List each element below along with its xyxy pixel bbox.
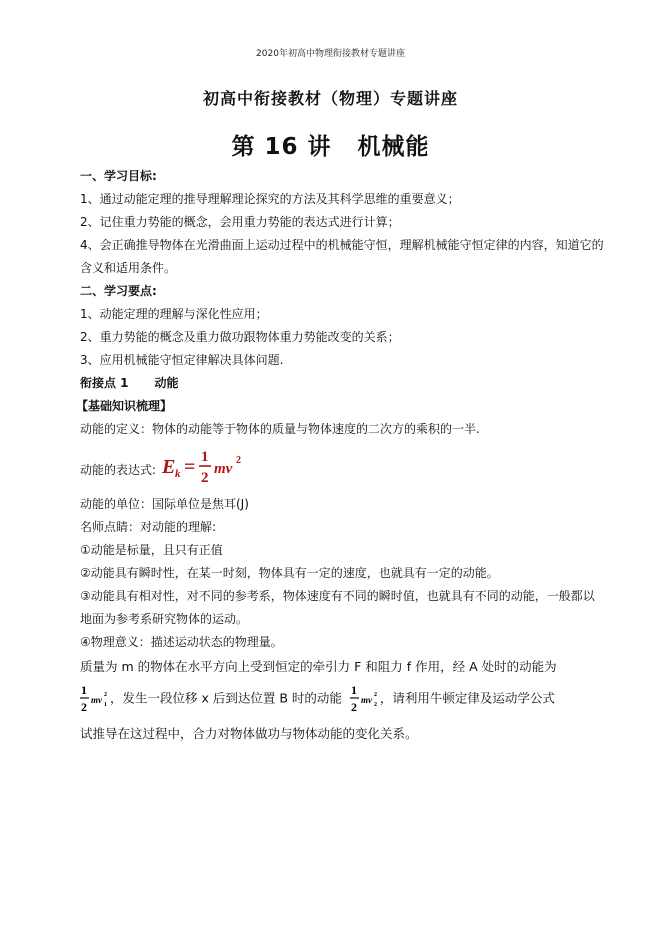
formula-label: 动能的表达式: — [80, 463, 157, 477]
series-title: 初高中衔接教材（物理）专题讲座 — [202, 89, 458, 108]
definition-line: 动能的定义：物体的动能等于物体的质量与物体速度的二次方的乘积的一半. — [80, 422, 480, 436]
tip-item: ③动能具有相对性，对不同的参考系，物体速度有不同的瞬时值，也就具有不同的动能，一般都以 — [80, 589, 595, 603]
section2-item: 1、动能定理的理解与深化性应用； — [80, 307, 268, 321]
frac1-numerator: 1 — [81, 683, 87, 697]
lecture-number: 第 16 讲 — [231, 134, 332, 160]
formula-symbol: E — [162, 456, 176, 478]
frac2-denominator: 2 — [350, 700, 357, 714]
point-name: 动能 — [154, 376, 179, 390]
formula-denominator: 2 — [201, 470, 209, 486]
section2-item: 3、应用机械能守恒定律解决具体问题. — [80, 353, 284, 367]
initial-kinetic-energy-fraction — [80, 682, 110, 716]
section1-item: 含义和适用条件。 — [80, 261, 177, 275]
formula-numerator: 1 — [201, 449, 209, 465]
formula-subscript: k — [175, 468, 181, 480]
unit-line: 动能的单位：国际单位是焦耳(J) — [80, 497, 249, 511]
lecture-topic: 机械能 — [357, 134, 430, 160]
tip-item: ①动能是标量，且只有正值 — [80, 543, 223, 557]
knowledge-subheading: 【基础知识梳理】 — [76, 399, 173, 413]
problem-line2b: ，请利用牛顿定律及运动学公式 — [379, 690, 555, 706]
section1-item: 2、记住重力势能的概念，会用重力势能的表达式进行计算； — [80, 215, 400, 229]
section1-item: 1、通过动能定理的推导理解理论探究的方法及其科学思维的重要意义； — [80, 192, 460, 206]
lecture-title — [0, 128, 661, 161]
formula-term: mv — [214, 461, 233, 477]
point-label: 衔接点 1 — [80, 376, 129, 390]
problem-line3: 试推导在这过程中，合力对物体做功与物体动能的变化关系。 — [80, 726, 418, 741]
problem-line1: 质量为 m 的物体在水平方向上受到恒定的牵引力 F 和阻力 f 作用，经 A 处时的动能为 — [80, 659, 557, 674]
section1-heading: 一、学习目标: — [80, 169, 157, 183]
frac1-denominator: 2 — [81, 700, 87, 714]
tip-item: ②动能具有瞬时性，在某一时刻，物体具有一定的速度，也就具有一定的动能。 — [80, 566, 499, 580]
section2-item: 2、重力势能的概念及重力做功跟物体重力势能改变的关系； — [80, 330, 400, 344]
tip-item: 地面为参考系研究物体的运动。 — [80, 612, 249, 626]
formula-power: 2 — [236, 455, 241, 466]
point-heading — [80, 375, 179, 391]
problem-line2 — [80, 682, 555, 716]
frac2-power: 2 — [373, 692, 377, 698]
running-header: 2020年初高中物理衔接教材专题讲座 — [256, 49, 405, 59]
frac2-numerator: 1 — [350, 683, 357, 697]
frac1-term: mv — [91, 695, 102, 705]
tips-heading: 名师点睛：对动能的理解: — [80, 520, 217, 534]
formula-graphic — [162, 446, 252, 488]
final-kinetic-energy-fraction — [350, 682, 380, 716]
section1-item: 4、会正确推导物体在光滑曲面上运动过程中的机械能守恒，理解机械能守恒定律的内容，知道它的 — [80, 238, 604, 252]
tip-item: ④物理意义：描述运动状态的物理量。 — [80, 635, 283, 649]
frac1-sub: 1 — [104, 702, 107, 708]
frac2-term: mv — [360, 695, 372, 705]
section2-heading: 二、学习要点: — [80, 284, 157, 298]
problem-line2a: ，发生一段位移 x 后到达位置 B 时的动能 — [110, 690, 342, 706]
formula-equals: = — [184, 456, 196, 478]
frac2-sub: 2 — [373, 702, 377, 708]
frac1-power: 2 — [104, 692, 107, 698]
